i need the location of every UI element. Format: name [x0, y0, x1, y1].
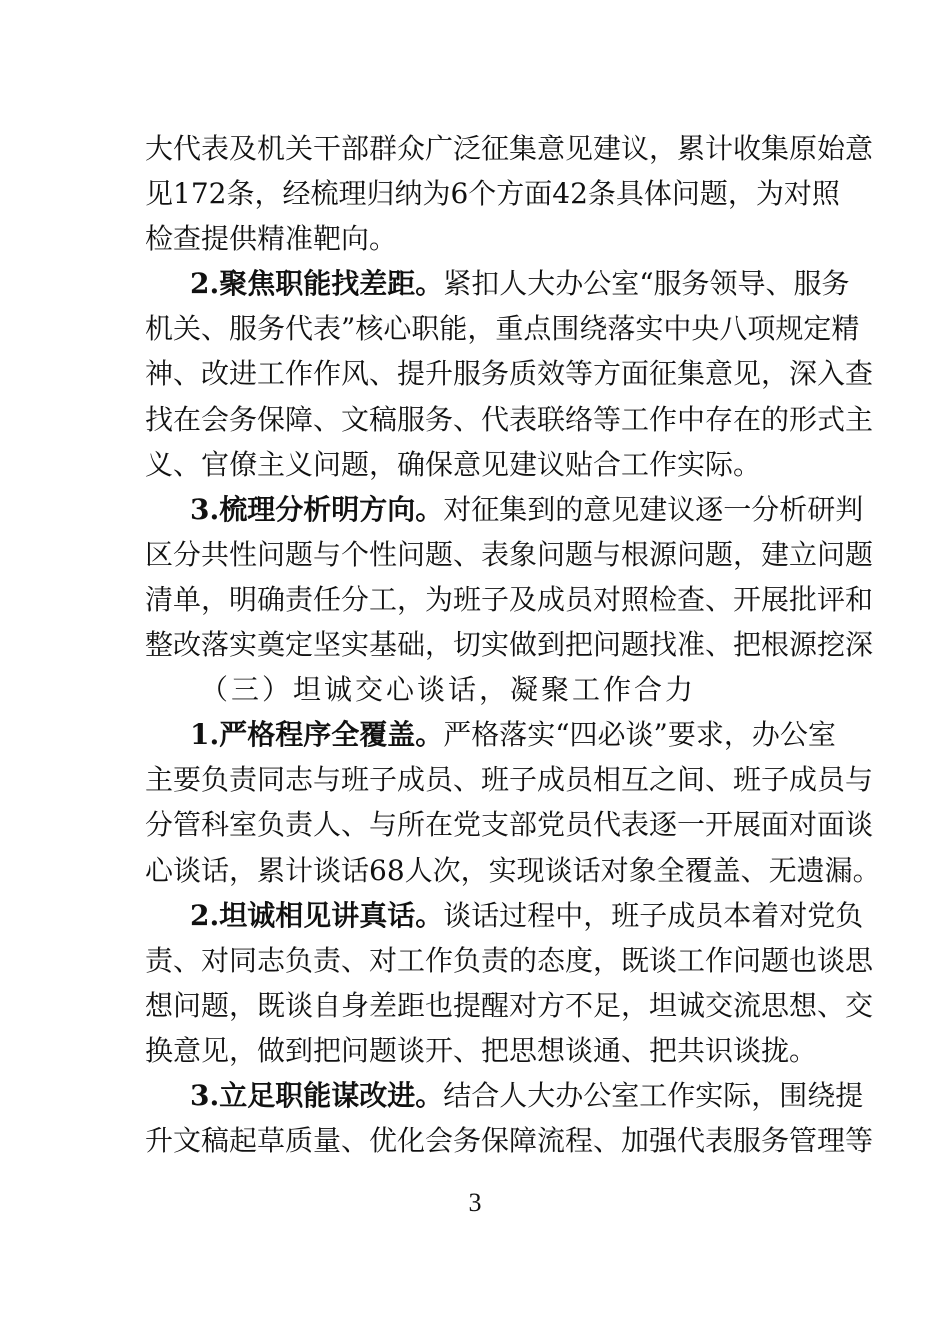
text-line: 区分共性问题与个性问题、表象问题与根源问题，建立问题 [145, 537, 874, 571]
item-lead: 2.聚焦职能找差距。 [190, 267, 444, 301]
item-lead: 3.梳理分析明方向。 [190, 492, 444, 526]
text-line: 分管科室负责人、与所在党支部党员代表逐一开展面对面谈 [145, 808, 874, 842]
numbered-item-heading-line [145, 712, 836, 757]
item-lead: 3.立足职能谋改进。 [190, 1078, 444, 1112]
item-text: 对征集到的意见建议逐一分析研判 [443, 492, 864, 526]
text-line: 想问题，既谈自身差距也提醒对方不足，坦诚交流思想、交 [145, 988, 874, 1022]
numbered-item-heading-line [145, 893, 864, 938]
text-line: 机关、服务代表”核心职能，重点围绕落实中央八项规定精 [145, 312, 860, 346]
text-line: 心谈话，累计谈话68人次，实现谈话对象全覆盖、无遗漏。 [145, 853, 881, 887]
text-line: 清单，明确责任分工，为班子及成员对照检查、开展批评和 [145, 582, 874, 616]
text-line: 整改落实奠定坚实基础，切实做到把问题找准、把根源挖深 [145, 628, 874, 662]
text-line: 见172条，经梳理归纳为6个方面42条具体问题，为对照 [145, 177, 840, 211]
item-text: 谈话过程中，班子成员本着对党负 [443, 898, 864, 932]
page-number: 3 [468, 1188, 482, 1217]
numbered-item-heading-line [145, 261, 850, 306]
text-line: 主要负责同志与班子成员、班子成员相互之间、班子成员与 [145, 763, 874, 797]
text-line: 找在会务保障、文稿服务、代表联络等工作中存在的形式主 [145, 402, 874, 436]
text-line: 检查提供精准靶向。 [145, 222, 398, 256]
text-line: 换意见，做到把问题谈开、把思想谈通、把共识谈拢。 [145, 1033, 818, 1067]
text-line: 升文稿起草质量、优化会务保障流程、加强代表服务管理等 [145, 1124, 874, 1158]
numbered-item-heading-line [145, 1073, 864, 1118]
section-heading: （三）坦诚交心谈话，凝聚工作合力 [200, 673, 697, 707]
text-line: 责、对同志负责、对工作负责的态度，既谈工作问题也谈思 [145, 943, 874, 977]
item-text: 紧扣人大办公室“服务领导、服务 [443, 267, 850, 301]
item-text: 结合人大办公室工作实际，围绕提 [443, 1078, 864, 1112]
item-lead: 2.坦诚相见讲真话。 [190, 898, 444, 932]
text-line: 义、官僚主义问题，确保意见建议贴合工作实际。 [145, 447, 762, 481]
item-text: 严格落实“四必谈”要求，办公室 [443, 718, 836, 752]
numbered-item-heading-line [145, 487, 864, 532]
text-line: 大代表及机关干部群众广泛征集意见建议，累计收集原始意 [145, 132, 874, 165]
document-body [145, 126, 881, 1163]
item-lead: 1.严格程序全覆盖。 [190, 718, 444, 752]
text-line: 神、改进工作作风、提升服务质效等方面征集意见，深入查 [145, 357, 874, 391]
